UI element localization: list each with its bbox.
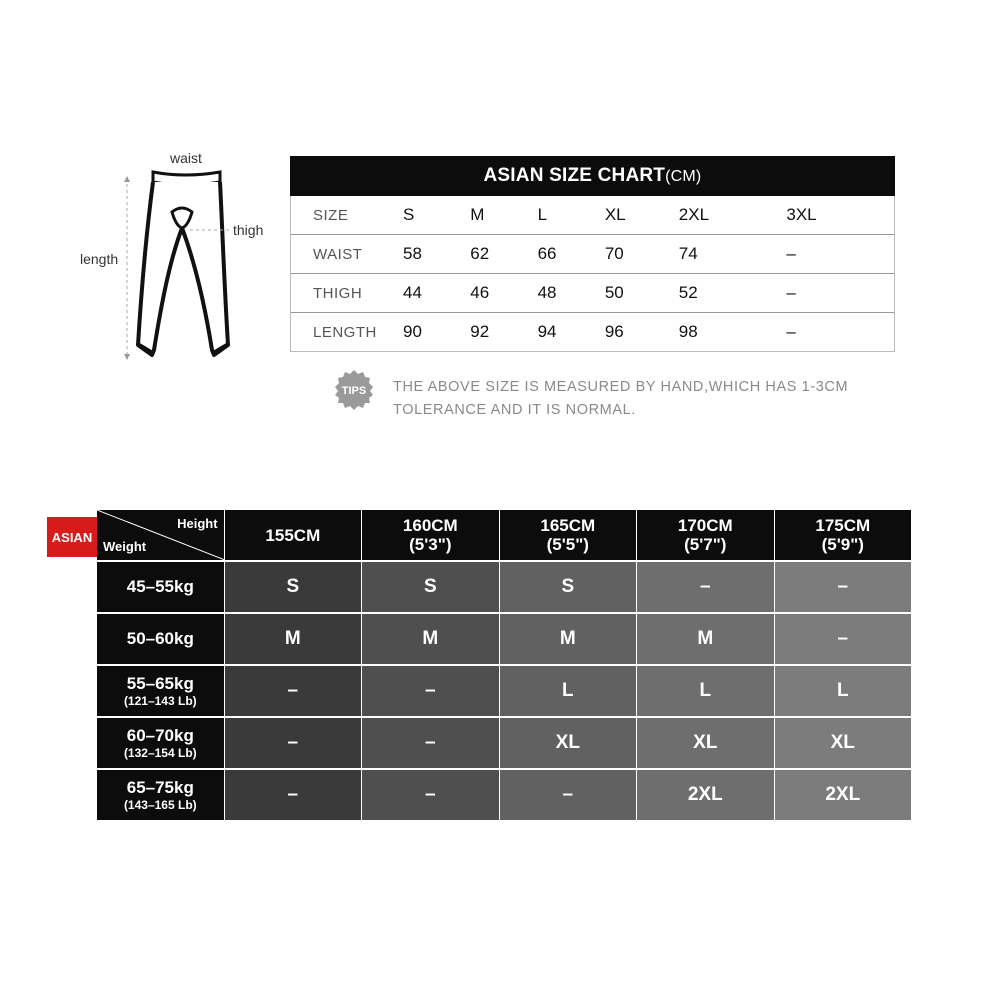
size-cell: L — [775, 666, 911, 716]
thigh-label: thigh — [233, 222, 264, 238]
weight-row-label — [97, 666, 224, 716]
matrix-row — [97, 770, 911, 820]
height-col-main: 170CM — [677, 516, 733, 535]
tips-text — [393, 376, 913, 422]
table-cell: 46 — [470, 274, 537, 313]
length-row — [291, 313, 894, 352]
size-chart-unit: (CM) — [665, 168, 702, 185]
height-col-sub: (5'3") — [409, 535, 452, 554]
size-header-label: SIZE — [291, 196, 403, 235]
size-cell: XL — [775, 718, 911, 768]
size-cell: 2XL — [775, 770, 911, 820]
size-cell: S — [500, 562, 636, 612]
table-cell: 62 — [470, 235, 537, 274]
table-cell: 66 — [538, 235, 605, 274]
table-cell: 48 — [538, 274, 605, 313]
weight-lb: (143–165 Lb) — [123, 797, 197, 812]
tips-line-2: TOLERANCE AND IT IS NORMAL. — [393, 402, 636, 418]
tips-badge-text: TIPS — [341, 385, 367, 397]
weight-lb: (121–143 Lb) — [123, 693, 197, 708]
matrix-corner — [97, 510, 224, 560]
height-col-main: 165CM — [540, 516, 596, 535]
size-cell: – — [362, 718, 498, 768]
size-chart-body — [290, 196, 895, 352]
asian-badge: ASIAN — [47, 517, 97, 557]
size-cell: – — [775, 562, 911, 612]
matrix-row — [97, 562, 911, 612]
size-header-cell: L — [538, 196, 605, 235]
table-cell: 92 — [470, 322, 490, 341]
table-cell: 50 — [605, 274, 679, 313]
table-cell: – — [786, 322, 796, 341]
height-col-sub: (5'5") — [546, 535, 589, 554]
waist-label: waist — [170, 150, 202, 166]
size-cell: M — [637, 614, 773, 664]
size-cell: – — [637, 562, 773, 612]
tips-line-1: THE ABOVE SIZE IS MEASURED BY HAND,WHICH HAS 1-3CM — [393, 379, 849, 395]
size-chart-title-text: ASIAN SIZE CHART — [483, 165, 666, 186]
size-cell: – — [225, 718, 361, 768]
size-chart-title — [290, 156, 895, 196]
matrix-row — [97, 718, 911, 768]
size-header-cell: 3XL — [786, 196, 894, 235]
size-header-cell: 2XL — [679, 196, 787, 235]
weight-row-label — [97, 770, 224, 820]
size-header-cell: S — [403, 196, 470, 235]
size-cell: S — [362, 562, 498, 612]
height-col-sub: (5'7") — [684, 535, 727, 554]
size-cell: 2XL — [637, 770, 773, 820]
length-row-label: LENGTH — [313, 323, 377, 341]
size-cell: – — [362, 770, 498, 820]
table-cell: 74 — [679, 235, 787, 274]
height-col-header — [500, 510, 636, 560]
size-cell: – — [362, 666, 498, 716]
height-col-main: 175CM — [815, 516, 871, 535]
table-cell: 98 — [678, 322, 698, 341]
size-cell: L — [637, 666, 773, 716]
corner-weight-label: Weight — [103, 539, 147, 554]
matrix-row — [97, 614, 911, 664]
weight-row-label — [97, 718, 224, 768]
corner-height-label: Height — [177, 516, 218, 531]
matrix-header-row — [97, 510, 911, 560]
size-cell: M — [362, 614, 498, 664]
table-cell: 70 — [605, 235, 679, 274]
size-cell: – — [500, 770, 636, 820]
table-cell: – — [786, 274, 894, 313]
thigh-row-label: THIGH — [291, 274, 403, 313]
waist-row — [291, 235, 894, 274]
weight-kg: 65–75kg — [126, 777, 194, 797]
weight-lb: (132–154 Lb) — [123, 745, 197, 760]
table-cell: 90 — [403, 322, 422, 341]
table-cell: 94 — [537, 322, 557, 341]
table-cell: 52 — [679, 274, 787, 313]
thigh-row — [291, 274, 894, 313]
weight-row-label — [97, 562, 224, 612]
weight-row-label — [97, 614, 224, 664]
table-cell: – — [786, 235, 894, 274]
table-cell: 44 — [403, 274, 470, 313]
table-cell: 96 — [604, 322, 624, 341]
weight-kg: 45–55kg — [126, 577, 194, 596]
asian-size-chart — [290, 156, 895, 352]
size-cell: M — [225, 614, 361, 664]
size-header-cell: M — [470, 196, 537, 235]
height-col-header — [362, 510, 498, 560]
weight-kg: 50–60kg — [126, 629, 194, 648]
weight-kg: 60–70kg — [126, 725, 194, 745]
height-col-main: 155CM — [265, 525, 321, 545]
height-col-sub: (5'9") — [821, 535, 864, 554]
size-header-cell: XL — [605, 196, 679, 235]
size-cell: XL — [637, 718, 773, 768]
tips-badge — [332, 368, 376, 412]
waist-row-label: WAIST — [291, 235, 403, 274]
size-cell: – — [775, 614, 911, 664]
height-col-header — [225, 510, 361, 560]
pants-diagram — [70, 140, 290, 370]
weight-kg: 55–65kg — [126, 673, 194, 693]
size-cell: – — [225, 666, 361, 716]
height-col-header — [775, 510, 911, 560]
length-label: length — [80, 251, 119, 267]
table-cell: 58 — [403, 235, 470, 274]
matrix-row — [97, 666, 911, 716]
size-cell: L — [500, 666, 636, 716]
size-cell: S — [225, 562, 361, 612]
size-cell: – — [225, 770, 361, 820]
height-col-main: 160CM — [402, 516, 458, 535]
size-chart-table — [291, 196, 894, 351]
tips-badge-icon — [332, 368, 376, 412]
height-weight-size-matrix — [97, 510, 911, 822]
height-col-header — [637, 510, 773, 560]
size-header-row — [291, 196, 894, 235]
size-cell: XL — [500, 718, 636, 768]
size-cell: M — [500, 614, 636, 664]
